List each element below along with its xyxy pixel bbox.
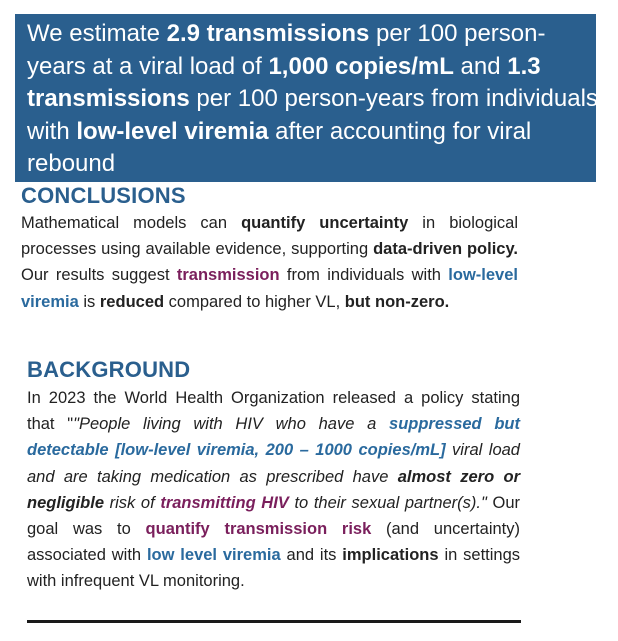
text-segment: (and uncertainty) associated with (27, 520, 520, 565)
quote-segment: risk of (104, 493, 161, 512)
text-segment: is (78, 292, 100, 311)
background-paragraph (27, 385, 520, 595)
bold-segment: quantify uncertainty (241, 214, 409, 232)
bold-segment: reduced (99, 292, 165, 311)
highlight-segment: quantify transmission risk (145, 520, 372, 539)
quote-segment: viral load and are taking medication as prescribed have (27, 441, 520, 486)
text-segment: from individuals with (279, 266, 449, 285)
key-finding-text (27, 18, 599, 181)
text-segment: compared to higher VL, (164, 292, 345, 311)
bold-segment: but non-zero. (344, 292, 450, 311)
background-heading: BACKGROUND (27, 357, 191, 382)
quote-segment: "People living with HIV who have a (73, 415, 390, 434)
highlight-segment: suppressed but detectable [low-level viremia, 200 – 1000 copies/mL] (27, 415, 521, 460)
key-finding-box (15, 14, 596, 182)
text-segment: Mathematical models can (21, 214, 242, 232)
text-segment: in settings with infrequent VL monitoring. (27, 546, 521, 591)
key-finding-segment: after accounting for viral rebound (27, 117, 532, 177)
highlight-segment: transmission (176, 266, 280, 285)
key-finding-emphasis: low-level viremia (76, 117, 269, 145)
conclusions-heading: CONCLUSIONS (21, 183, 186, 208)
text-segment: Our goal was to (27, 493, 520, 539)
highlight-segment: low-level viremia (21, 266, 518, 311)
quote-segment: to their sexual partner(s)." (288, 493, 487, 512)
conclusions-paragraph (21, 210, 518, 315)
text-segment: in biological processes using available evidence, supporting (21, 214, 518, 259)
key-finding-emphasis: 2.9 transmissions (166, 20, 370, 47)
key-finding-segment: per 100 person-years from individuals with (27, 85, 598, 145)
text-segment: In 2023 the World Health Organization released a policy stating that " (27, 389, 520, 434)
text-segment: and its (280, 546, 343, 565)
bold-segment: data-driven policy. (373, 240, 518, 259)
bold-segment: implications (342, 546, 439, 565)
key-finding-segment: and (453, 52, 508, 80)
highlight-segment: transmitting HIV (160, 493, 289, 512)
highlight-segment: low level viremia (146, 546, 281, 565)
bold-segment: almost zero or negligible (27, 467, 520, 512)
text-segment: Our results suggest (21, 266, 177, 285)
key-finding-emphasis: 1.3 transmissions (27, 52, 541, 112)
key-finding-segment: per 100 person-years at a viral load of (27, 20, 546, 80)
section-divider (27, 620, 521, 623)
key-finding-emphasis: 1,000 copies/mL (268, 52, 454, 80)
key-finding-segment: We estimate (27, 20, 167, 47)
